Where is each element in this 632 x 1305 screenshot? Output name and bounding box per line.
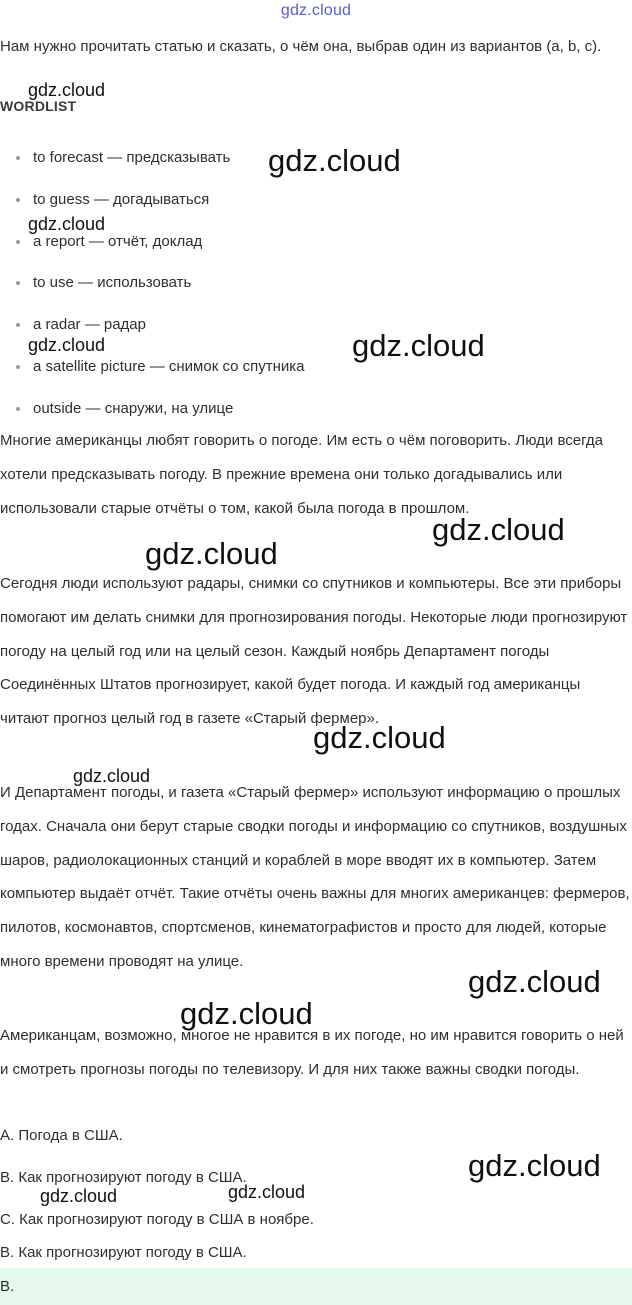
wordlist-item-text: a radar — радар [33,316,146,334]
wordlist-item [0,183,632,225]
answer-option-c: С. Как прогнозируют погоду в США в ноябре. [0,1211,314,1228]
wordlist-item [0,350,632,392]
article-paragraph-2: Сегодня люди используют радары, снимки со спутников и компьютеры. Все эти приборы помогают им делать снимки для прогнозирования погоды. Некоторые люди прогнозируют погоду на целый год или на целый сезон. Каждый ноябрь Департамент погоды Соединённых Штатов прогнозирует, какой будет погода. И каждый год американцы читают прогноз целый год в газете «Старый фермер». [0,575,628,728]
bullet-icon [16,198,20,202]
wordlist-item [0,141,632,183]
watermark: gdz.cloud [268,143,401,178]
task-intro: Нам нужно прочитать статью и сказать, о чём она, выбрав один из вариантов (a, b, c). [0,38,602,55]
answer-option-a: А. Погода в США. [0,1127,123,1144]
wordlist-item [0,266,632,308]
watermark: gdz.cloud [145,536,278,571]
watermark: gdz.cloud [228,1182,306,1202]
watermark: gdz.cloud [28,214,106,234]
wordlist-item-text: a report — отчёт, доклад [33,232,203,250]
watermark: gdz.cloud [313,720,446,755]
wordlist-item-text: to forecast — предсказывать [33,149,231,166]
watermark: gdz.cloud [352,328,485,363]
watermark: gdz.cloud [73,766,151,786]
bullet-icon [16,281,20,285]
article-paragraph-3: И Департамент погоды, и газета «Старый фермер» используют информацию о прошлых годах. Сначала они берут старые сводки погоды и информацию со спутников, воздушных шаров, радиолокационных станций и кораблей в море вводят их в компьютер. Затем компьютер выдаёт отчёт. Такие отчёты очень важны для многих американцев: фермеров, пилотов, космонавтов, спортсменов, кинематографистов и просто для людей, которые много времени проводят на улице. [0,784,630,970]
answer-option-b: В. Как прогнозируют погоду в США. [0,1169,247,1186]
wordlist-item-text: to guess — догадываться [33,190,210,208]
watermark: gdz.cloud [468,964,601,999]
wordlist-title: WORDLIST [0,98,77,114]
watermark: gdz.cloud [40,1186,118,1206]
site-logo-text[interactable]: gdz.cloud [280,2,352,19]
bullet-icon [16,407,20,411]
bullet-icon [16,240,20,244]
wordlist-item [0,225,632,267]
bullet-icon [16,156,20,160]
watermark: gdz.cloud [468,1148,601,1183]
wordlist-item-text: outside — снаружи, на улице [33,399,234,417]
wordlist [0,141,632,434]
watermark: gdz.cloud [432,512,565,547]
article-paragraph-4: Американцам, возможно, многое не нравится в их погоде, но им нравится говорить о ней и смотреть прогнозы погоды по телевизору. И для них также важны сводки погоды. [0,1027,624,1078]
answer-text: В. [0,1278,15,1295]
wordlist-item-text: to use — использовать [33,274,192,292]
bullet-icon [16,365,20,369]
answer-option-b-repeat: В. Как прогнозируют погоду в США. [0,1244,247,1261]
wordlist-item [0,308,632,350]
watermark: gdz.cloud [180,996,313,1031]
bullet-icon [16,323,20,327]
watermark: gdz.cloud [28,80,106,100]
wordlist-item-text: a satellite picture — снимок со спутника [33,357,305,375]
watermark: gdz.cloud [28,335,106,355]
answer-box [0,1268,632,1305]
article-paragraph-1: Многие американцы любят говорить о погоде. Им есть о чём поговорить. Люди всегда хотели предсказывать погоду. В прежние времена они только догадывались или использовали старые отчёты о том, какой была погода в прошлом. [0,432,603,517]
